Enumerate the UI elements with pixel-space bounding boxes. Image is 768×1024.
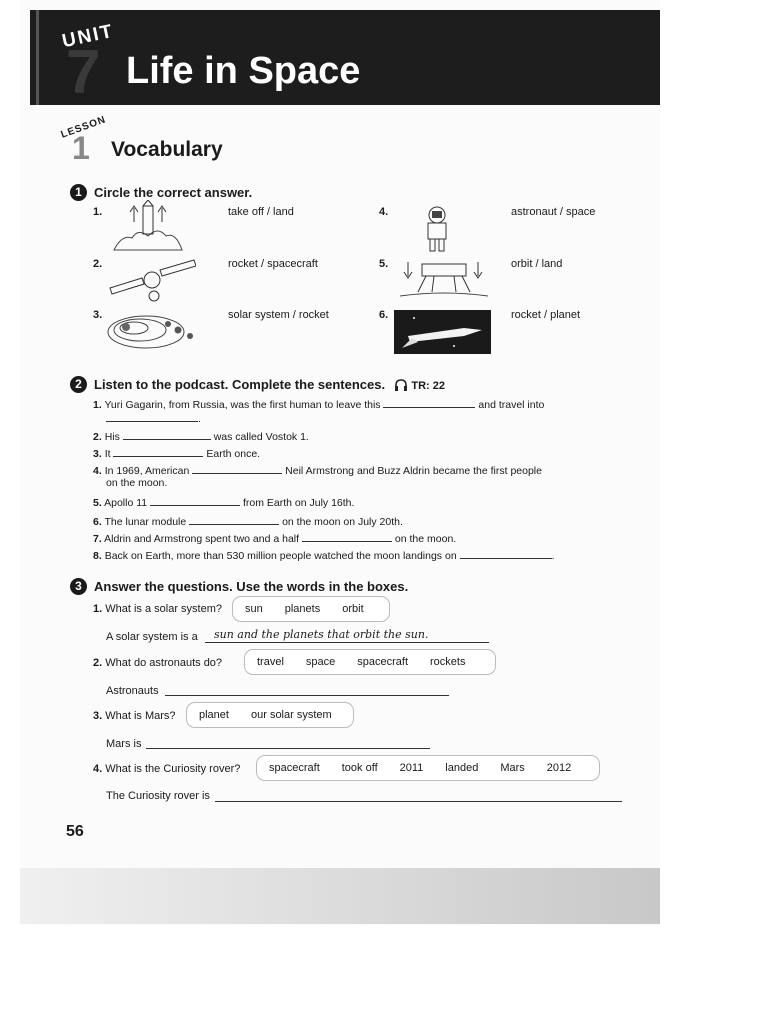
lunar-landing-illustration <box>398 258 490 300</box>
ex1-item-5-number: 5. <box>379 258 389 270</box>
answer-blank[interactable] <box>150 495 240 506</box>
word-box-4 <box>256 755 600 781</box>
answer-line-3[interactable] <box>146 736 430 749</box>
question-text: What is the Curiosity rover? <box>105 763 241 775</box>
unit-label: UNIT <box>60 20 116 53</box>
ex1-item-5-choices[interactable]: orbit / land <box>511 258 563 270</box>
track-number: TR: 22 <box>411 380 445 392</box>
sentence-text: Yuri Gagarin, from Russia, was the first human to leave this <box>104 399 381 411</box>
exercise-2-badge: 2 <box>70 376 87 393</box>
astronaut-illustration <box>420 205 454 253</box>
answer-blank[interactable] <box>113 446 203 457</box>
word-box-word: planet <box>199 709 229 721</box>
scan-shadow <box>20 868 660 924</box>
sentence-number: 2. <box>93 431 102 443</box>
lesson-number: 1 <box>72 130 90 166</box>
question-number: 4. <box>93 763 103 775</box>
sentence-text: In 1969, American <box>104 465 190 477</box>
rocket-launch-illustration <box>112 200 184 252</box>
sentence-number: 4. <box>93 465 102 477</box>
ex3-answer-4-start: The Curiosity rover is <box>106 790 210 802</box>
sentence-text: on the moon on July 20th. <box>282 516 403 528</box>
word-box-2 <box>244 649 496 675</box>
question-number: 3. <box>93 710 103 722</box>
ex1-item-3-choices[interactable]: solar system / rocket <box>228 309 329 321</box>
sentence-text: on the moon. <box>394 533 457 545</box>
word-box-word: 2011 <box>399 762 424 774</box>
ex1-item-6-number: 6. <box>379 309 389 321</box>
answer-blank[interactable] <box>383 397 475 408</box>
question-number: 1. <box>93 603 103 615</box>
word-box-word: spacecraft <box>357 656 409 668</box>
sentence-number: 1. <box>93 399 102 411</box>
ex1-item-4-choices[interactable]: astronaut / space <box>511 206 596 218</box>
ex2-sentence-8 <box>93 548 555 562</box>
answer-blank[interactable] <box>189 514 279 525</box>
question-text: What is a solar system? <box>105 603 223 615</box>
ex3-answer-1-start: A solar system is a <box>106 631 198 643</box>
satellite-illustration <box>108 258 196 304</box>
answer-blank[interactable] <box>460 548 552 559</box>
headphones-icon <box>394 379 408 391</box>
answer-line-2[interactable] <box>165 683 449 696</box>
word-box-word: planets <box>284 603 321 615</box>
ex1-item-1-choices[interactable]: take off / land <box>228 206 294 218</box>
ex2-sentence-5 <box>93 495 354 509</box>
word-box-word: landed <box>445 762 479 774</box>
page-number: 56 <box>66 823 84 840</box>
word-box-1 <box>232 596 390 622</box>
word-box-word: sun <box>245 603 263 615</box>
word-box-word: 2012 <box>546 762 572 774</box>
solar-system-illustration <box>106 306 198 352</box>
lesson-label: LESSON <box>59 114 108 141</box>
sentence-number: 8. <box>93 550 102 562</box>
sentence-text: His <box>104 431 120 443</box>
ex1-item-2-choices[interactable]: rocket / spacecraft <box>228 258 318 270</box>
answer-blank[interactable] <box>123 429 211 440</box>
lesson-title: Vocabulary <box>111 138 223 161</box>
ex1-item-4-number: 4. <box>379 206 389 218</box>
sentence-number: 3. <box>93 448 102 460</box>
sentence-text: and travel into <box>478 399 545 411</box>
sentence-text: was called Vostok 1. <box>213 431 309 443</box>
sentence-text: Neil Armstrong and Buzz Aldrin became the first people <box>285 465 542 477</box>
unit-title: Life in Space <box>126 50 361 92</box>
ex3-question-2 <box>93 657 222 669</box>
sentence-text: It <box>104 448 111 460</box>
sentence-text: Back on Earth, more than 530 million people watched the moon landings on <box>104 550 457 562</box>
word-box-word: rockets <box>430 656 466 668</box>
ex3-question-1 <box>93 603 222 615</box>
word-box-3 <box>186 702 354 728</box>
exercise-2-title-row <box>94 377 445 392</box>
sentence-number: 5. <box>93 497 102 509</box>
word-box-word: our solar system <box>250 709 332 721</box>
ex3-question-3 <box>93 710 176 722</box>
question-number: 2. <box>93 657 103 669</box>
word-box-word: spacecraft <box>269 762 320 774</box>
answer-blank[interactable] <box>192 463 282 474</box>
rocket-illustration <box>394 310 491 354</box>
word-box-word: took off <box>341 762 378 774</box>
exercise-3-title: Answer the questions. Use the words in the boxes. <box>94 579 409 594</box>
sentence-number: 6. <box>93 516 102 528</box>
ex2-sentence-1 <box>93 397 544 411</box>
sentence-text: Aldrin and Armstrong spent two and a half <box>104 533 300 545</box>
ex1-item-2-number: 2. <box>93 258 103 270</box>
question-text: What is Mars? <box>105 710 176 722</box>
sentence-text: . <box>551 550 555 562</box>
sentence-text: Apollo 11 <box>104 497 148 509</box>
exercise-3-badge: 3 <box>70 578 87 595</box>
handwritten-answer-1: sun and the planets that orbit the sun. <box>214 628 429 641</box>
exercise-2-title: Listen to the podcast. Complete the sentences. <box>94 377 386 392</box>
ex2-sentence-2 <box>93 429 309 443</box>
ex2-sentence-4-continued: on the moon. <box>106 477 168 489</box>
word-box-word: Mars <box>500 762 525 774</box>
sentence-text: Earth once. <box>206 448 261 460</box>
question-text: What do astronauts do? <box>105 657 223 669</box>
ex2-sentence-7 <box>93 531 456 545</box>
unit-number: 7 <box>66 38 101 107</box>
word-box-word: space <box>305 656 336 668</box>
answer-blank[interactable] <box>302 531 392 542</box>
sentence-number: 7. <box>93 533 102 545</box>
sentence-text: The lunar module <box>104 516 187 528</box>
ex2-sentence-1-continued: . <box>106 411 201 425</box>
word-box-word: orbit <box>342 603 364 615</box>
ex2-sentence-4 <box>93 463 542 477</box>
ex2-sentence-6 <box>93 514 403 528</box>
exercise-1-badge: 1 <box>70 184 87 201</box>
ex1-item-3-number: 3. <box>93 309 103 321</box>
exercise-1-title: Circle the correct answer. <box>94 185 253 200</box>
ex3-answer-3-start: Mars is <box>106 738 142 750</box>
word-box-word: travel <box>257 656 284 668</box>
ex2-sentence-3 <box>93 446 260 460</box>
sentence-text: from Earth on July 16th. <box>242 497 355 509</box>
answer-line-4[interactable] <box>215 789 622 802</box>
ex1-item-6-choices[interactable]: rocket / planet <box>511 309 581 321</box>
answer-blank[interactable] <box>106 411 198 422</box>
ex3-answer-2-start: Astronauts <box>106 685 159 697</box>
ex1-item-1-number: 1. <box>93 206 103 218</box>
ex3-question-4 <box>93 763 240 775</box>
